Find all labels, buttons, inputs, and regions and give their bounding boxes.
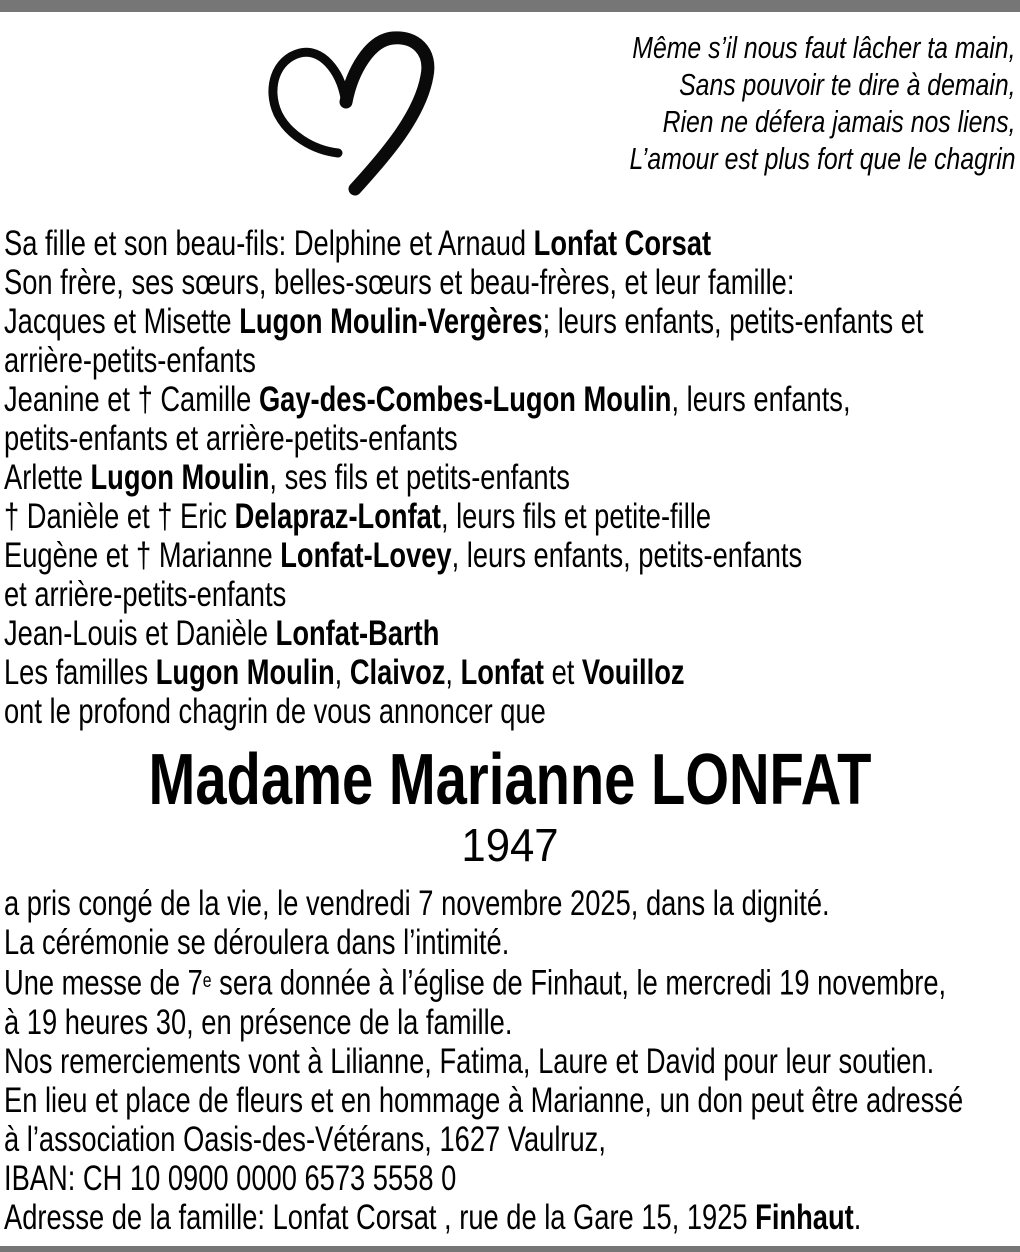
text-line: à l’association Oasis-des-Vétérans, 1627 Vaulruz,	[4, 1119, 606, 1159]
text-line: Jacques et Misette Lugon Moulin-Vergères; leurs enfants, petits-enfants et	[4, 302, 924, 341]
text-line: Sa fille et son beau-fils: Delphine et Arnaud Lonfat Corsat	[4, 224, 712, 263]
text-line: Eugène et † Marianne Lonfat-Lovey, leurs enfants, petits-enfants	[4, 536, 803, 575]
top-divider	[0, 0, 1020, 12]
heart-icon	[260, 25, 440, 197]
deceased-name: Madame Marianne LONFAT	[148, 740, 872, 820]
text-line: Nos remerciements vont à Lilianne, Fatima, Laure et David pour leur soutien.	[4, 1041, 935, 1081]
text-line: petits-enfants et arrière-petits-enfants	[4, 419, 458, 458]
birth-year: 1947	[461, 819, 559, 871]
text-line: L’amour est plus fort que le chagrin	[629, 141, 1015, 176]
text-line: Une messe de 7e sera donnée à l’église de Finhaut, le mercredi 19 novembre,	[4, 963, 947, 1003]
text-line: Les familles Lugon Moulin, Claivoz, Lonfat et Vouilloz	[4, 653, 685, 692]
text-line: Sans pouvoir te dire à demain,	[678, 67, 1015, 102]
text-line: La cérémonie se déroulera dans l’intimité.	[4, 923, 510, 962]
family-announcement-list	[4, 224, 1020, 731]
text-line: Rien ne défera jamais nos liens,	[662, 104, 1015, 139]
bottom-divider	[0, 1246, 1020, 1252]
text-line: Même s’il nous faut lâcher ta main,	[631, 30, 1015, 65]
text-line: IBAN: CH 10 0900 0000 6573 5558 0	[4, 1158, 457, 1198]
text-line: Adresse de la famille: Lonfat Corsat , rue de la Gare 15, 1925 Finhaut.	[4, 1197, 862, 1237]
memorial-poem	[533, 29, 1016, 177]
text-line: En lieu et place de fleurs et en hommage à Marianne, un don peut être adressé	[4, 1080, 964, 1120]
text-line: arrière-petits-enfants	[4, 341, 256, 380]
text-line: à 19 heures 30, en présence de la famille.	[4, 1002, 513, 1042]
text-line: ont le profond chagrin de vous annoncer que	[4, 692, 546, 731]
text-line: Jeanine et † Camille Gay-des-Combes-Lugon Moulin, leurs enfants,	[4, 380, 851, 419]
ceremony-details	[4, 884, 1020, 1237]
text-line: † Danièle et † Eric Delapraz-Lonfat, leurs fils et petite-fille	[4, 497, 712, 536]
text-line: Son frère, ses sœurs, belles-sœurs et beau-frères, et leur famille:	[4, 263, 795, 302]
text-line: a pris congé de la vie, le vendredi 7 novembre 2025, dans la dignité.	[4, 884, 830, 923]
text-line: Arlette Lugon Moulin, ses fils et petits-enfants	[4, 458, 570, 497]
text-line: et arrière-petits-enfants	[4, 575, 287, 614]
text-line: Jean-Louis et Danièle Lonfat-Barth	[4, 614, 440, 653]
